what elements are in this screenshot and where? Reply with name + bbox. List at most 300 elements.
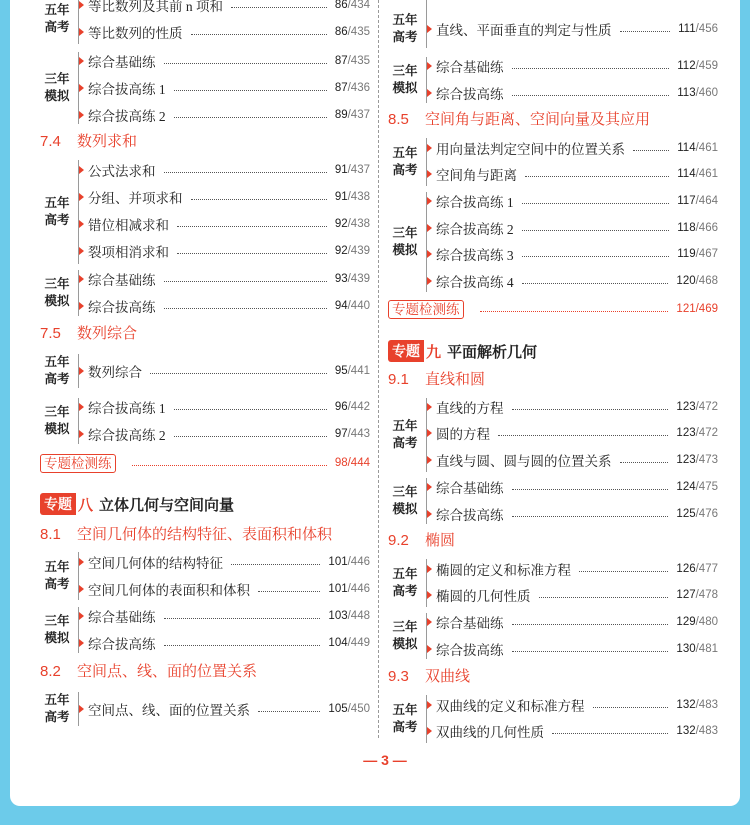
toc-entry[interactable] <box>78 77 370 99</box>
page-answer: /442 <box>347 401 370 413</box>
page-primary: 89 <box>334 109 348 121</box>
toc-entry[interactable] <box>426 558 718 580</box>
page-answer: /456 <box>695 23 718 35</box>
page-answer: /441 <box>347 365 370 377</box>
arrow-right-icon <box>427 170 432 178</box>
dot-leader <box>512 409 669 410</box>
page-primary: 101 <box>328 583 348 595</box>
arrow-right-icon <box>427 701 432 709</box>
entry-page <box>678 23 718 35</box>
section-title: 数列综合 <box>77 325 138 342</box>
page-answer: /464 <box>695 195 718 207</box>
dot-leader <box>512 624 669 625</box>
group-label-text: 三年 模拟 <box>44 614 70 645</box>
section-heading[interactable] <box>40 525 370 545</box>
page-primary: 125 <box>676 508 696 520</box>
dot-leader <box>177 226 327 227</box>
section-title: 空间几何体的结构特征、表面积和体积 <box>77 526 333 543</box>
entry-title: 分组、并项求和 <box>88 191 183 206</box>
section-heading[interactable] <box>388 370 718 390</box>
page-primary: 86 <box>334 26 348 38</box>
page-answer: /483 <box>695 725 718 737</box>
group-label <box>40 396 74 446</box>
page-answer: /434 <box>347 0 370 11</box>
section-title: 数列求和 <box>77 133 138 150</box>
section-heading[interactable] <box>40 324 370 344</box>
section-number: 9.1 <box>388 371 409 388</box>
toc-entry[interactable] <box>426 449 718 471</box>
entry-page <box>676 401 718 413</box>
toc-group <box>40 690 370 728</box>
arrow-right-icon <box>79 193 84 201</box>
toc-entry[interactable] <box>426 82 718 104</box>
page-answer: /473 <box>695 454 718 466</box>
entry-page <box>328 637 370 649</box>
toc-entry[interactable] <box>426 18 718 40</box>
toc-group <box>40 605 370 655</box>
entry-page <box>335 428 370 440</box>
toc-group <box>40 352 370 390</box>
section-heading[interactable] <box>40 662 370 682</box>
toc-entry[interactable] <box>78 423 370 445</box>
entry-title: 用向量法判定空间中的位置关系 <box>436 142 625 157</box>
dot-leader <box>522 283 669 284</box>
dot-leader <box>512 489 669 490</box>
toc-group <box>388 476 718 526</box>
arrow-right-icon <box>427 591 432 599</box>
group-label <box>388 136 422 188</box>
page-primary: 105 <box>328 703 348 715</box>
group-label-text: 五年 高考 <box>392 146 418 177</box>
group-label-text: 三年 模拟 <box>392 64 418 95</box>
section-heading[interactable] <box>388 531 718 551</box>
toc-entry[interactable] <box>78 578 370 600</box>
arrow-right-icon <box>79 705 84 713</box>
page-primary: 120 <box>676 275 696 287</box>
entry-page <box>677 195 718 207</box>
entry-page <box>328 583 370 595</box>
entry-page <box>676 508 718 520</box>
entry-page <box>328 703 370 715</box>
section-number: 9.2 <box>388 532 409 549</box>
page-answer: /467 <box>695 248 718 260</box>
page-primary: 114 <box>677 168 696 180</box>
arrow-right-icon <box>427 618 432 626</box>
entry-page <box>328 556 370 568</box>
toc-group <box>388 190 718 294</box>
page-primary: 101 <box>328 556 348 568</box>
page-primary: 132 <box>676 699 696 711</box>
toc-entry[interactable] <box>426 190 718 212</box>
entry-title: 直线与圆、圆与圆的位置关系 <box>436 454 612 469</box>
review-page: 98/444 <box>334 457 370 469</box>
entry-title: 综合拔高练 2 <box>436 222 514 237</box>
page-primary: 129 <box>676 616 696 628</box>
page-primary: 93 <box>334 273 348 285</box>
toc-entry[interactable] <box>78 159 370 181</box>
page-primary: 123 <box>676 401 696 413</box>
page-answer: /480 <box>695 616 718 628</box>
toc-entry[interactable] <box>426 694 718 716</box>
arrow-right-icon <box>427 25 432 33</box>
page-answer: /439 <box>347 273 370 285</box>
arrow-right-icon <box>79 111 84 119</box>
toc-group <box>388 396 718 474</box>
toc-entry[interactable] <box>78 0 370 16</box>
toc-group <box>388 611 718 661</box>
dot-leader <box>132 465 327 466</box>
group-label <box>40 690 74 728</box>
dot-leader <box>164 645 321 646</box>
dot-leader <box>593 707 669 708</box>
toc-entry[interactable] <box>78 360 370 382</box>
page-primary: 111 <box>678 23 696 35</box>
dot-leader <box>512 516 669 517</box>
group-label-text: 五年 高考 <box>44 355 70 386</box>
dot-leader <box>498 435 668 436</box>
group-label <box>388 476 422 526</box>
toc-entry[interactable] <box>426 503 718 525</box>
dot-leader <box>620 31 671 32</box>
toc-entry[interactable] <box>426 55 718 77</box>
entry-page <box>676 725 718 737</box>
dot-leader <box>164 618 321 619</box>
page-answer: /435 <box>347 55 370 67</box>
section-number: 8.5 <box>388 111 409 128</box>
page-primary: 97 <box>334 428 348 440</box>
page-primary: 103 <box>328 610 348 622</box>
dot-leader <box>164 63 327 64</box>
arrow-right-icon <box>427 197 432 205</box>
toc-group <box>388 136 718 188</box>
toc-group <box>388 55 718 105</box>
page-answer: /472 <box>695 401 718 413</box>
toc-entry[interactable] <box>426 137 718 159</box>
page-primary: 114 <box>677 142 696 154</box>
dot-leader <box>164 281 327 282</box>
arrow-right-icon <box>79 57 84 65</box>
entry-title: 综合基础练 <box>88 55 156 70</box>
dot-leader <box>258 711 320 712</box>
entry-page <box>677 168 718 180</box>
page-primary: 124 <box>676 481 696 493</box>
dot-leader <box>539 597 669 598</box>
toc-entry[interactable] <box>78 295 370 317</box>
arrow-right-icon <box>427 510 432 518</box>
group-label-text: 三年 模拟 <box>392 620 418 651</box>
group-label-text: 三年 模拟 <box>392 485 418 516</box>
entry-page <box>677 248 718 260</box>
page-answer: /439 <box>347 245 370 257</box>
section-title: 直线和圆 <box>425 371 486 388</box>
entry-title: 综合基础练 <box>88 610 156 625</box>
entry-title: 综合拔高练 1 <box>436 195 514 210</box>
entry-title: 综合拔高练 4 <box>436 275 514 290</box>
entry-page <box>335 273 370 285</box>
entry-page <box>335 245 370 257</box>
entry-title: 空间点、线、面的位置关系 <box>88 703 250 718</box>
dot-leader <box>512 68 670 69</box>
topic-heading[interactable] <box>40 493 234 515</box>
review-label: 专题检测练 <box>388 300 464 319</box>
page-answer: /475 <box>695 481 718 493</box>
group-label <box>388 693 422 745</box>
toc-entry[interactable] <box>78 21 370 43</box>
group-label-text: 五年 高考 <box>44 560 70 591</box>
dot-leader <box>177 253 327 254</box>
toc-entry[interactable] <box>426 638 718 660</box>
toc-entry[interactable] <box>426 163 718 185</box>
entry-title: 综合基础练 <box>436 616 504 631</box>
dot-leader <box>552 733 668 734</box>
entry-title: 双曲线的定义和标准方程 <box>436 699 585 714</box>
entry-page <box>677 142 718 154</box>
entry-title: 综合拔高练 1 <box>88 82 166 97</box>
page-answer: /461 <box>695 168 718 180</box>
page-primary: 132 <box>676 725 696 737</box>
toc-entry[interactable] <box>426 396 718 418</box>
entry-title: 综合拔高练 2 <box>88 428 166 443</box>
dot-leader <box>174 117 327 118</box>
toc-entry[interactable] <box>78 605 370 627</box>
entry-page <box>335 55 370 67</box>
entry-title: 综合拔高练 2 <box>88 109 166 124</box>
page-answer: /472 <box>695 427 718 439</box>
toc-entry[interactable] <box>426 270 718 292</box>
entry-page <box>335 300 370 312</box>
page-answer: /460 <box>695 87 718 99</box>
section-number: 9.3 <box>388 668 409 685</box>
entry-title: 数列综合 <box>88 365 142 380</box>
arrow-right-icon <box>427 429 432 437</box>
topic-title: 立体几何与空间向量 <box>99 496 235 514</box>
entry-page <box>335 0 370 11</box>
entry-page <box>677 222 718 234</box>
toc-entry[interactable] <box>78 213 370 235</box>
review-entry[interactable] <box>40 452 370 474</box>
page-primary: 92 <box>334 245 348 257</box>
group-label-text: 三年 模拟 <box>44 72 70 103</box>
toc-entry[interactable] <box>426 611 718 633</box>
review-page: 121/469 <box>676 303 718 315</box>
page-primary: 112 <box>677 60 696 72</box>
dot-leader <box>620 462 669 463</box>
entry-page <box>335 401 370 413</box>
group-label <box>40 550 74 602</box>
toc-entry[interactable] <box>426 584 718 606</box>
page-answer: /448 <box>347 610 370 622</box>
dot-leader <box>150 373 327 374</box>
page-answer: /446 <box>347 583 370 595</box>
entry-page <box>335 191 370 203</box>
toc-entry[interactable] <box>78 50 370 72</box>
dot-leader <box>512 651 669 652</box>
topic-number: 八 <box>78 497 94 514</box>
arrow-right-icon <box>427 250 432 258</box>
arrow-right-icon <box>427 645 432 653</box>
entry-title: 综合拔高练 <box>88 637 156 652</box>
entry-page <box>676 616 718 628</box>
entry-title: 综合拔高练 <box>88 300 156 315</box>
group-label <box>388 55 422 105</box>
arrow-right-icon <box>427 456 432 464</box>
toc-group <box>40 550 370 602</box>
group-label-text: 五年 高考 <box>44 196 70 227</box>
toc-entry[interactable] <box>426 422 718 444</box>
toc-entry[interactable] <box>426 243 718 265</box>
topic-heading[interactable] <box>388 340 537 362</box>
page-answer: /459 <box>695 60 718 72</box>
entry-page <box>676 643 718 655</box>
toc-entry[interactable] <box>78 186 370 208</box>
page-primary: 118 <box>677 222 696 234</box>
entry-page <box>335 218 370 230</box>
entry-title: 直线的方程 <box>436 401 504 416</box>
toc-entry[interactable] <box>426 720 718 742</box>
review-entry[interactable] <box>388 298 718 320</box>
entry-title: 空间几何体的结构特征 <box>88 556 223 571</box>
dot-leader <box>174 436 327 437</box>
section-number: 7.4 <box>40 133 61 150</box>
arrow-right-icon <box>79 612 84 620</box>
entry-title: 公式法求和 <box>88 164 156 179</box>
entry-title: 空间几何体的表面积和体积 <box>88 583 250 598</box>
page-primary: 130 <box>676 643 696 655</box>
group-label <box>388 8 422 50</box>
page-primary: 113 <box>677 87 696 99</box>
section-heading[interactable] <box>40 132 370 152</box>
page-answer: /476 <box>695 508 718 520</box>
toc-entry[interactable] <box>78 551 370 573</box>
arrow-right-icon <box>427 224 432 232</box>
group-label <box>40 605 74 655</box>
page-primary: 87 <box>334 82 348 94</box>
page-primary: 104 <box>328 637 348 649</box>
page-primary: 123 <box>676 427 696 439</box>
page-primary: 91 <box>334 191 348 203</box>
group-label-text: 五年 高考 <box>44 693 70 724</box>
toc-group <box>40 396 370 446</box>
toc-entry[interactable] <box>78 396 370 418</box>
entry-title: 综合基础练 <box>436 481 504 496</box>
group-label <box>388 396 422 474</box>
arrow-right-icon <box>79 220 84 228</box>
page-answer: /437 <box>347 109 370 121</box>
page-answer: /466 <box>695 222 718 234</box>
entry-page <box>335 365 370 377</box>
arrow-right-icon <box>427 62 432 70</box>
page-answer: /435 <box>347 26 370 38</box>
page-primary: 127 <box>676 589 696 601</box>
toc-entry[interactable] <box>78 104 370 126</box>
entry-page <box>335 82 370 94</box>
entry-title: 椭圆的定义和标准方程 <box>436 563 571 578</box>
page-primary: 123 <box>676 454 696 466</box>
arrow-right-icon <box>79 367 84 375</box>
section-heading[interactable] <box>388 667 718 687</box>
toc-entry[interactable] <box>426 476 718 498</box>
toc-group <box>388 557 718 609</box>
page-primary: 119 <box>677 248 696 260</box>
toc-entry[interactable] <box>78 240 370 262</box>
entry-page <box>676 589 718 601</box>
group-label-text: 三年 模拟 <box>44 405 70 436</box>
page-answer: /437 <box>347 164 370 176</box>
arrow-right-icon <box>79 166 84 174</box>
toc-entry[interactable] <box>78 268 370 290</box>
toc-group <box>388 8 718 50</box>
arrow-right-icon <box>79 247 84 255</box>
toc-entry[interactable] <box>78 632 370 654</box>
dot-leader <box>231 564 320 565</box>
entry-title: 综合拔高练 <box>436 87 504 102</box>
dot-leader <box>174 409 327 410</box>
page-primary: 87 <box>334 55 348 67</box>
entry-page <box>676 275 718 287</box>
page-number: — 3 — <box>363 752 407 768</box>
entry-title: 裂项相消求和 <box>88 245 169 260</box>
page-answer: /483 <box>695 699 718 711</box>
entry-title: 综合拔高练 <box>436 508 504 523</box>
toc-entry[interactable] <box>78 698 370 720</box>
page-answer: /478 <box>695 589 718 601</box>
entry-title: 等比数列的性质 <box>88 26 183 41</box>
dot-leader <box>512 95 670 96</box>
dot-leader <box>164 308 327 309</box>
group-label-text: 三年 模拟 <box>392 226 418 257</box>
group-label <box>388 557 422 609</box>
topic-badge: 专题 <box>40 493 76 515</box>
group-label-text: 三年 模拟 <box>44 277 70 308</box>
group-label <box>388 611 422 661</box>
arrow-right-icon <box>427 483 432 491</box>
entry-title: 直线、平面垂直的判定与性质 <box>436 23 612 38</box>
dot-leader <box>191 34 327 35</box>
dot-leader <box>522 256 670 257</box>
toc-group <box>40 50 370 126</box>
entry-title: 圆的方程 <box>436 427 490 442</box>
entry-page <box>677 87 718 99</box>
page-answer: /440 <box>347 300 370 312</box>
page-answer: /443 <box>347 428 370 440</box>
review-label: 专题检测练 <box>40 454 116 473</box>
page-primary: 95 <box>334 365 348 377</box>
arrow-right-icon <box>79 639 84 647</box>
dot-leader <box>579 571 668 572</box>
arrow-right-icon <box>427 727 432 735</box>
group-label <box>40 352 74 390</box>
section-heading[interactable] <box>388 110 718 130</box>
arrow-right-icon <box>79 558 84 566</box>
page-primary: 94 <box>334 300 348 312</box>
page-primary: 117 <box>677 195 696 207</box>
entry-title: 综合拔高练 <box>436 643 504 658</box>
entry-page <box>335 26 370 38</box>
page-primary: 92 <box>334 218 348 230</box>
entry-title: 空间角与距离 <box>436 168 517 183</box>
arrow-right-icon <box>79 403 84 411</box>
toc-group <box>388 693 718 745</box>
arrow-right-icon <box>427 89 432 97</box>
dot-leader <box>231 7 327 8</box>
page-answer: /481 <box>695 643 718 655</box>
toc-entry[interactable] <box>426 217 718 239</box>
page-answer: /449 <box>347 637 370 649</box>
page-answer: /436 <box>347 82 370 94</box>
arrow-right-icon <box>79 275 84 283</box>
page-answer: /468 <box>695 275 718 287</box>
dot-leader <box>522 230 670 231</box>
